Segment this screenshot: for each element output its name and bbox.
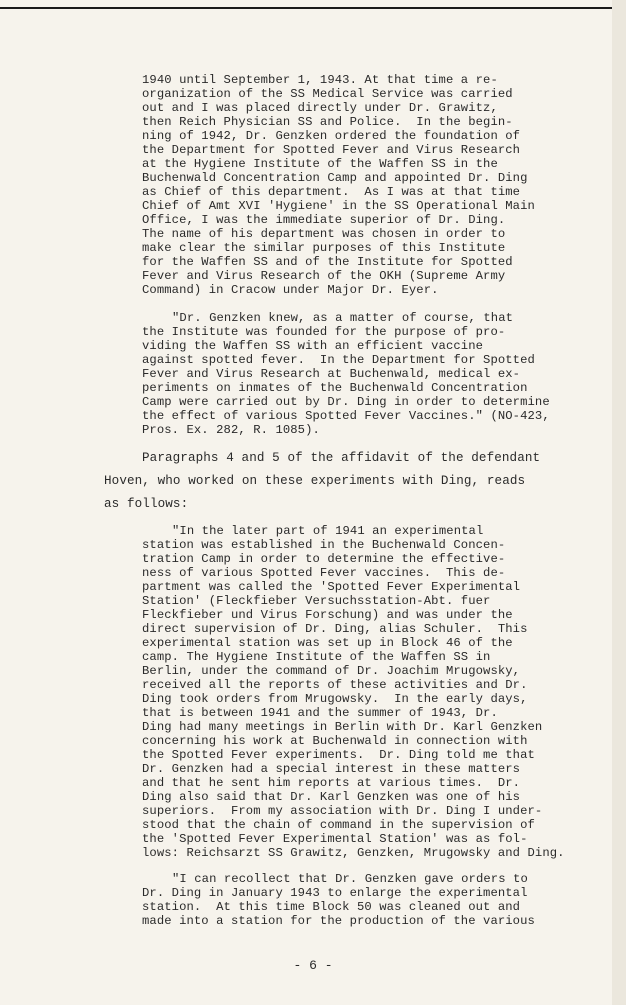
text-line: viding the Waffen SS with an efficient vaccine — [142, 339, 484, 353]
text-line: against spotted fever. In the Department for Spotted — [142, 353, 535, 367]
text-line: partment was called the 'Spotted Fever Experimental — [142, 580, 521, 594]
text-line: stood that the chain of command in the supervision of — [142, 818, 535, 832]
text-line: organization of the SS Medical Service was carried — [142, 87, 513, 101]
text-line: received all the reports of these activities and Dr. — [142, 678, 528, 692]
text-line: Fever and Virus Research at Buchenwald, medical ex- — [142, 367, 521, 381]
text-line: concerning his work at Buchenwald in connection with — [142, 734, 528, 748]
text-line: then Reich Physician SS and Police. In the begin- — [142, 115, 513, 129]
text-line: "Dr. Genzken knew, as a matter of course, that — [172, 311, 514, 325]
text-line: Pros. Ex. 282, R. 1085). — [142, 423, 320, 437]
text-line: Ding also said that Dr. Karl Genzken was one of his — [142, 790, 521, 804]
text-line: Fleckfieber und Virus Forschung) and was under the — [142, 608, 513, 622]
text-line: the Institute was founded for the purpose of pro- — [142, 325, 506, 339]
text-line: tration Camp in order to determine the effective- — [142, 552, 506, 566]
text-line: periments on inmates of the Buchenwald Concentration — [142, 381, 528, 395]
text-line: "In the later part of 1941 an experimental — [172, 524, 484, 538]
page-edge — [612, 0, 626, 1005]
top-rule — [0, 7, 612, 9]
text-line: Buchenwald Concentration Camp and appointed Dr. Ding — [142, 171, 528, 185]
text-line: Fever and Virus Research of the OKH (Supreme Army — [142, 269, 506, 283]
text-line: make clear the similar purposes of this Institute — [142, 241, 506, 255]
text-line: camp. The Hygiene Institute of the Waffen SS in — [142, 650, 491, 664]
text-line: Camp were carried out by Dr. Ding in order to determine — [142, 395, 550, 409]
text-line: direct supervision of Dr. Ding, alias Schuler. This — [142, 622, 528, 636]
text-line: the effect of various Spotted Fever Vaccines." (NO-423, — [142, 409, 550, 423]
text-line: as Chief of this department. As I was at that time — [142, 185, 521, 199]
text-line: station was established in the Buchenwald Concen- — [142, 538, 506, 552]
text-line: Berlin, under the command of Dr. Joachim Mrugowsky, — [142, 664, 521, 678]
text-line: ning of 1942, Dr. Genzken ordered the foundation of — [142, 129, 521, 143]
text-line: Ding had many meetings in Berlin with Dr. Karl Genzken — [142, 720, 543, 734]
text-line: Dr. Genzken had a special interest in these matters — [142, 762, 521, 776]
text-line: the Department for Spotted Fever and Virus Research — [142, 143, 521, 157]
text-line: and that he sent him reports at various times. Dr. — [142, 776, 521, 790]
text-line: Hoven, who worked on these experiments with Ding, reads — [104, 474, 526, 488]
text-line: Chief of Amt XVI 'Hygiene' in the SS Operational Main — [142, 199, 535, 213]
text-line: at the Hygiene Institute of the Waffen SS in the — [142, 157, 498, 171]
text-line: out and I was placed directly under Dr. Grawitz, — [142, 101, 498, 115]
text-line: the 'Spotted Fever Experimental Station' was as fol- — [142, 832, 528, 846]
text-line: Command) in Cracow under Major Dr. Eyer. — [142, 283, 439, 297]
text-line: station. At this time Block 50 was cleaned out and — [142, 900, 521, 914]
text-line: Ding took orders from Mrugowsky. In the early days, — [142, 692, 528, 706]
text-line: The name of his department was chosen in order to — [142, 227, 506, 241]
text-line: Office, I was the immediate superior of Dr. Ding. — [142, 213, 506, 227]
text-line: for the Waffen SS and of the Institute for Spotted — [142, 255, 513, 269]
text-line: 1940 until September 1, 1943. At that time a re- — [142, 73, 498, 87]
page-number: - 6 - — [293, 958, 333, 973]
text-line: that is between 1941 and the summer of 1943, Dr. — [142, 706, 498, 720]
text-line: the Spotted Fever experiments. Dr. Ding told me that — [142, 748, 535, 762]
text-line: ness of various Spotted Fever vaccines. This de- — [142, 566, 506, 580]
text-line: as follows: — [104, 497, 189, 511]
text-line: Paragraphs 4 and 5 of the affidavit of the defendant — [142, 451, 541, 465]
text-line: made into a station for the production of the various — [142, 914, 535, 928]
text-line: "I can recollect that Dr. Genzken gave orders to — [172, 872, 528, 886]
text-line: experimental station was set up in Block 46 of the — [142, 636, 513, 650]
text-line: superiors. From my association with Dr. Ding I under- — [142, 804, 543, 818]
text-line: Dr. Ding in January 1943 to enlarge the experimental — [142, 886, 528, 900]
text-line: Station' (Fleckfieber Versuchsstation-Abt. fuer — [142, 594, 491, 608]
text-line: lows: Reichsarzt SS Grawitz, Genzken, Mrugowsky and Ding. — [142, 846, 565, 860]
